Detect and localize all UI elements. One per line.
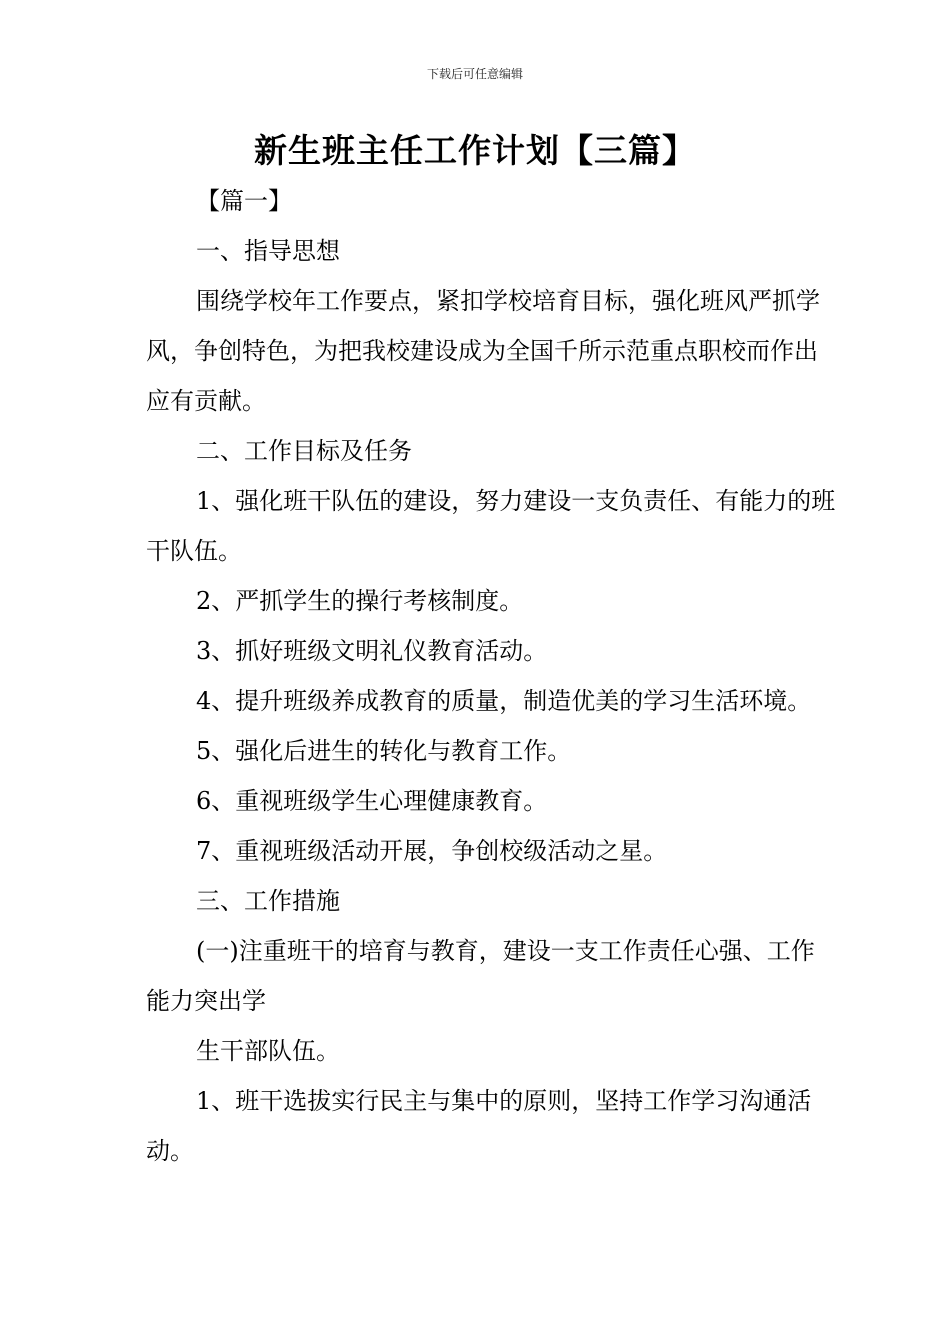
list-item-goal-1: 1、强化班干队伍的建设，努力建设一支负责任、有能力的班干队伍。 <box>146 487 836 565</box>
section-marker-part-one: 【篇一】 <box>196 187 292 215</box>
heading-goals-tasks: 二、工作目标及任务 <box>196 437 412 465</box>
paragraph-guiding-thought: 围绕学校年工作要点，紧扣学校培育目标，强化班风严抓学风，争创特色，为把我校建设成为全国千所示范重点职校而作出应有贡献。 <box>146 287 820 415</box>
document-title: 新生班主任工作计划【三篇】 <box>254 131 696 170</box>
header-note: 下载后可任意编辑 <box>426 67 523 81</box>
list-item-goal-7: 7、重视班级活动开展，争创校级活动之星。 <box>196 837 668 865</box>
list-item-measure-1-1: 1、班干选拔实行民主与集中的原则，坚持工作学习沟通活动。 <box>146 1087 812 1165</box>
heading-work-measures: 三、工作措施 <box>196 887 340 915</box>
list-item-goal-3: 3、抓好班级文明礼仪教育活动。 <box>196 637 548 665</box>
list-item-goal-6: 6、重视班级学生心理健康教育。 <box>196 787 548 815</box>
list-item-goal-4: 4、提升班级养成教育的质量，制造优美的学习生活环境。 <box>196 687 812 715</box>
document-body <box>146 176 836 1176</box>
list-item-goal-5: 5、强化后进生的转化与教育工作。 <box>196 737 572 765</box>
heading-guiding-thought: 一、指导思想 <box>196 237 340 265</box>
list-item-goal-2: 2、严抓学生的操行考核制度。 <box>196 587 524 615</box>
paragraph-measure-1-continued: 生干部队伍。 <box>196 1037 340 1065</box>
paragraph-measure-1: (一)注重班干的培育与教育，建设一支工作责任心强、工作能力突出学 <box>146 937 815 1015</box>
